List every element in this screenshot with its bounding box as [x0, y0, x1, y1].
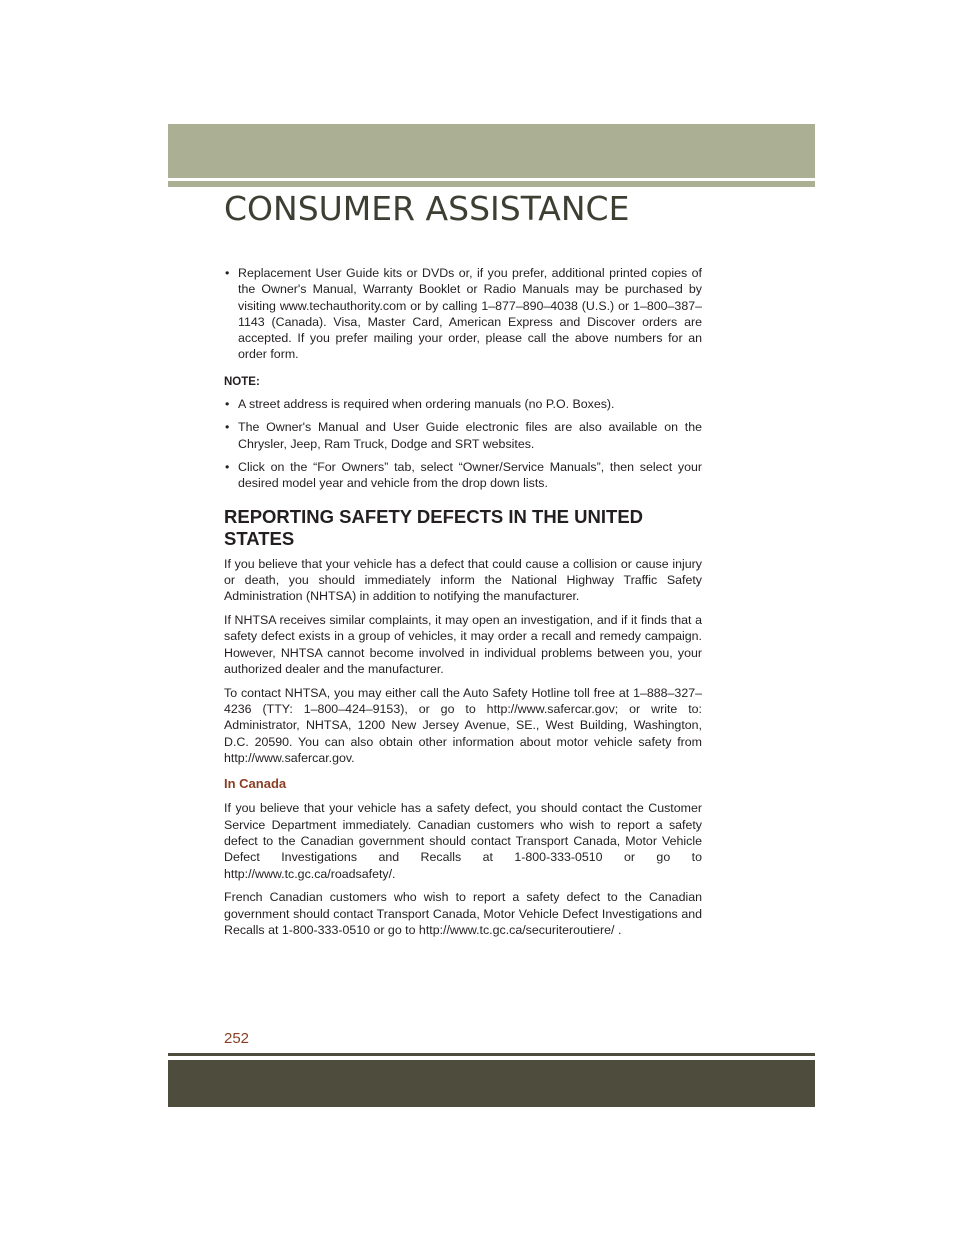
paragraph: French Canadian customers who wish to report a safety defect to the Canadian government should contact Transport Canada, Motor Vehicle Defect Investigations and Recalls at 1-800-333-0510 or go to http://www.tc.gc.ca/securiteroutiere/ . [224, 890, 702, 937]
header-band [168, 124, 815, 178]
page-content [224, 265, 702, 946]
bullet-icon: • [225, 266, 230, 280]
paragraph: If NHTSA receives similar complaints, it may open an investigation, and if it finds that a safety defect exists in a group of vehicles, it may order a recall and remedy campaign. However, NHTSA cannot become involved in individual problems between you, your authorized dealer and the manufacturer. [224, 612, 702, 676]
note-label: NOTE: [224, 375, 260, 388]
bullet-icon: • [225, 420, 230, 435]
intro-bullet-list [224, 265, 702, 363]
list-item-text: The Owner's Manual and User Guide electronic files are also available on the Chrysler, Jeep, Ram Truck, Dodge and SRT websites. [238, 420, 702, 451]
paragraph: To contact NHTSA, you may either call the Auto Safety Hotline toll free at 1–888–327–4236 (TTY: 1–800–424–9153), or go to http://www.safercar.gov; or write to: Administrator, NHTSA, 1200 New Jersey Avenue, SE., West Building, Washington, D.C. 20590. You can also obtain other information about motor vehicle safety from http://www.safercar.gov. [224, 685, 702, 765]
footer-stripe [168, 1053, 815, 1056]
list-item-text: A street address is required when ordering manuals (no P.O. Boxes). [238, 397, 615, 412]
header-stripe [168, 181, 815, 187]
section-heading-canada: In Canada [224, 776, 287, 792]
list-item [224, 265, 702, 363]
note-bullet-list [224, 396, 702, 491]
paragraph: If you believe that your vehicle has a defect that could cause a collision or cause injury or death, you should immediately inform the National Highway Traffic Safety Administration (NHTSA) in addition to notifying the manufacturer. [224, 556, 702, 604]
list-item-text: Click on the “For Owners” tab, select “Owner/Service Manuals”, then select your desired model year and vehicle from the drop down lists. [238, 459, 702, 491]
chapter-title: CONSUMER ASSISTANCE [224, 189, 630, 228]
list-item [224, 419, 702, 452]
section-heading-us: REPORTING SAFETY DEFECTS IN THE UNITED STATES [224, 505, 644, 549]
bullet-icon: • [225, 397, 230, 412]
list-item [224, 459, 702, 492]
paragraph: If you believe that your vehicle has a safety defect, you should contact the Customer Service Department immediately. Canadian customers who wish to report a safety defect to the Canadian government should contact Transport Canada, Motor Vehicle Defect Investigations and Recalls at 1-800-333-0510 or go to http://www.tc.gc.ca/roadsafety/. [224, 801, 702, 881]
list-item [224, 396, 702, 412]
list-item-text: Replacement User Guide kits or DVDs or, if you prefer, additional printed copies of the Owner's Manual, Warranty Booklet or Radio Manuals may be purchased by visiting www.techauthority.com or by calling 1–877–890–4038 (U.S.) or 1–800–387–1143 (Canada). Visa, Master Card, American Express and Discover orders are accepted. If you prefer mailing your order, please call the above numbers for an order form. [238, 266, 702, 362]
bullet-icon: • [225, 459, 230, 474]
page-number: 252 [224, 1030, 250, 1047]
footer-band [168, 1060, 815, 1107]
